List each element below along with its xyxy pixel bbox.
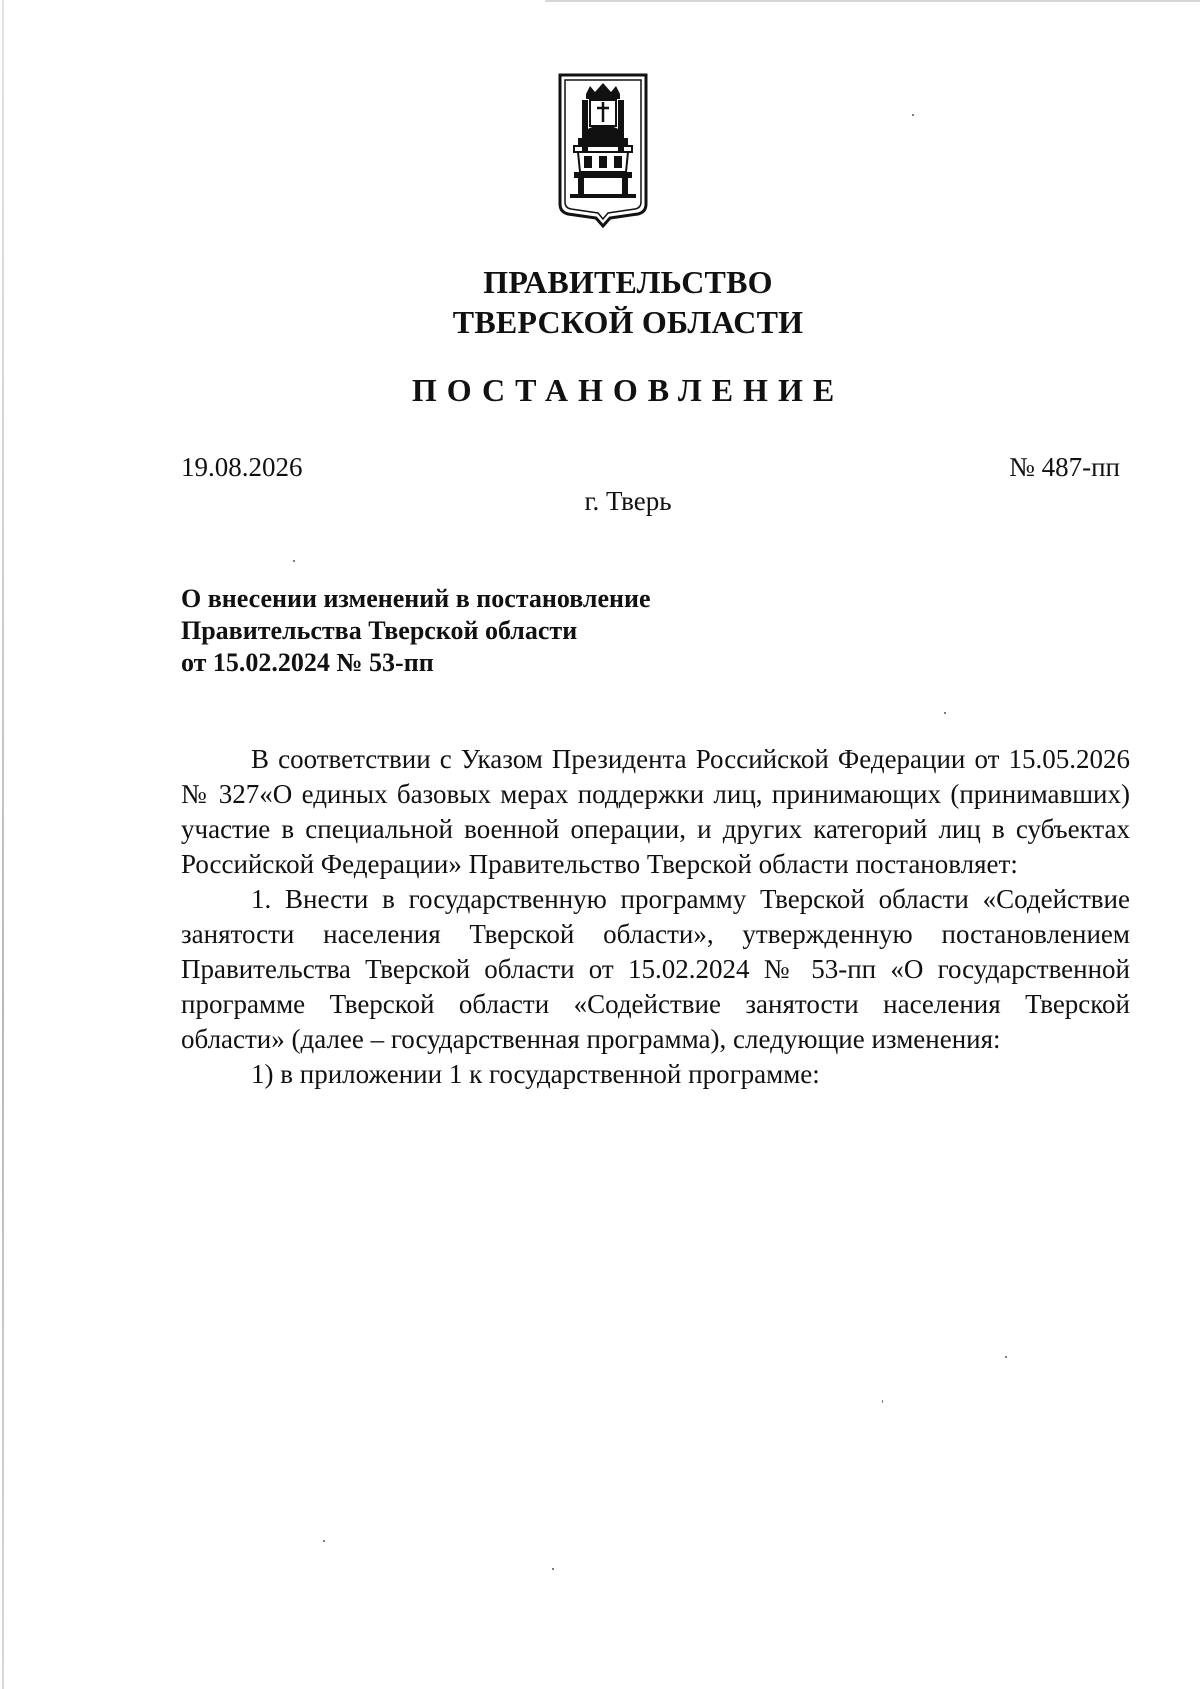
scan-speck [1005,1356,1007,1358]
scan-edge-left [2,0,4,1689]
scan-speck [882,1400,883,1403]
document-city: г. Тверь [584,486,672,516]
scan-speck [912,114,914,116]
tver-region-coat-of-arms-icon [556,72,650,228]
organization-name-line1: ПРАВИТЕЛЬСТВО [483,264,773,300]
scan-speck [944,712,946,714]
document-date: 19.08.2026 [181,452,303,482]
body-paragraph-preamble: В соответствии с Указом Президента Российской Федерации от 15.05.2026 № 327«О единых базовых мерах поддержки лиц, принимающих (принимавших) участие в специальной военной операции, и других категорий лиц в субъектах Российской Федерации» Правительство Тверской области постановляет: [181,744,1130,879]
body-paragraph-item-1: 1. Внести в государственную программу Тверской области «Содействие занятости населения Тверской области», утвержденную постановлением Правительства Тверской области от 15.02.2024 № 53-пп «О государственной программе Тверской области «Содействие занятости населения Тверской области» (далее – государственная программа), следующие изменения: [181,884,1130,1054]
document-type-title: ПОСТАНОВЛЕНИЕ [411,372,845,408]
document-subject-line1: О внесении изменений в постановление [181,584,651,613]
scan-speck [552,1568,554,1570]
document-body [181,742,1130,1092]
scan-edge-top [545,0,1200,2]
document-subject [181,583,651,679]
organization-name [0,262,1200,342]
scan-speck [293,560,295,562]
document-subject-line3: от 15.02.2024 № 53-пп [181,648,434,677]
organization-name-line2: ТВЕРСКОЙ ОБЛАСТИ [452,304,804,340]
body-paragraph-subitem-1: 1) в приложении 1 к государственной программе: [251,1059,820,1089]
document-subject-line2: Правительства Тверской области [181,616,578,645]
scan-speck [323,1540,325,1542]
document-number: № 487-пп [1009,452,1120,482]
